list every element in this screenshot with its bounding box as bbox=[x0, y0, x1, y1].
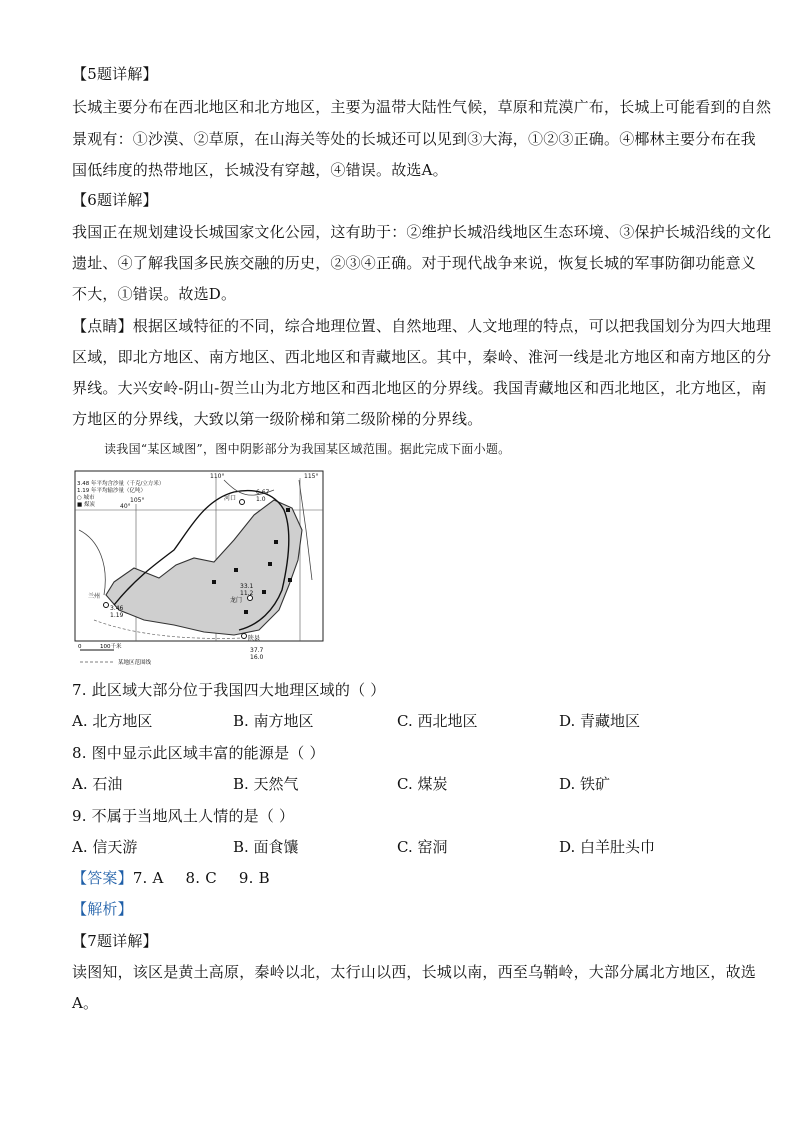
coal-marker bbox=[244, 610, 248, 614]
answer-item: 9. B bbox=[238, 869, 270, 887]
q7-option-d: D. 青藏地区 bbox=[559, 712, 641, 730]
answer-item: 7. A bbox=[132, 869, 164, 887]
coal-marker bbox=[268, 562, 272, 566]
question-7-stem: 7. 此区域大部分位于我国四大地理区域的（ ） bbox=[72, 681, 386, 699]
city-label: 河口 bbox=[224, 495, 237, 502]
legend-line: ■ 煤炭 bbox=[77, 502, 95, 508]
tip-paragraph-line: 区域，即北方地区、南方地区、西北地区和青藏地区。其中，秦岭、淮河一线是北方地区和南方地区的分 bbox=[72, 348, 772, 366]
coal-marker bbox=[234, 568, 238, 572]
city-label: 兰州 bbox=[88, 593, 101, 600]
coal-marker bbox=[288, 578, 292, 582]
boundary-legend-label: 某地区范围线 bbox=[118, 660, 152, 666]
map-intro-text: 读我国“某区域图”，图中阴影部分为我国某区域范围。据此完成下面小题。 bbox=[104, 442, 511, 456]
answer-line bbox=[72, 868, 292, 888]
answer-label: 【答案】 bbox=[72, 869, 133, 887]
city-label: 龙门 bbox=[230, 597, 243, 604]
station-value: 11.2 bbox=[240, 590, 254, 597]
tip-paragraph-line: 方地区的分界线，大致以第一级阶梯和第二级阶梯的分界线。 bbox=[72, 410, 483, 428]
q6-explanation-line: 不大，①错误。故选D。 bbox=[72, 285, 237, 303]
coal-marker bbox=[274, 540, 278, 544]
coal-marker bbox=[212, 580, 216, 584]
q5-explanation-line: 景观有：①沙漠、②草原，在山海关等处的长城还可以见到③大海，①②③正确。④椰林主要分布在我 bbox=[72, 130, 757, 148]
question-8-stem: 8. 图中显示此区域丰富的能源是（ ） bbox=[72, 744, 325, 762]
tip-paragraph-line: 【点睛】根据区域特征的不同，综合地理位置、自然地理、人文地理的特点，可以把我国划分为四大地理 bbox=[72, 317, 772, 335]
q7-option-c: C. 西北地区 bbox=[397, 712, 478, 730]
longitude-label: 115° bbox=[304, 473, 319, 480]
q7-option-a: A. 北方地区 bbox=[72, 712, 153, 730]
legend-line: 3.48 年平均含沙量（千克/立方米） bbox=[77, 481, 165, 487]
question-9-stem: 9. 不属于当地风土人情的是（ ） bbox=[72, 807, 295, 825]
scale-zero: 0 bbox=[78, 644, 82, 650]
coal-marker bbox=[286, 508, 290, 512]
q8-option-b: B. 天然气 bbox=[233, 775, 299, 793]
q5-detail-heading: 【5题详解】 bbox=[72, 65, 158, 83]
station-value: 3.46 bbox=[110, 605, 124, 612]
scale-distance: 100千米 bbox=[100, 644, 122, 650]
q9-option-a: A. 信天游 bbox=[72, 838, 138, 856]
q8-option-d: D. 铁矿 bbox=[559, 775, 611, 793]
analysis-label: 【解析】 bbox=[72, 900, 133, 918]
city-hekou bbox=[240, 500, 245, 505]
station-value: 1.0 bbox=[256, 496, 266, 503]
longitude-label: 110° bbox=[210, 473, 225, 480]
region-map bbox=[74, 470, 324, 670]
legend-line: ○ 城市 bbox=[77, 495, 95, 501]
latitude-label: 40° bbox=[120, 503, 131, 510]
q9-option-d: D. 白羊肚头巾 bbox=[559, 838, 656, 856]
q6-explanation-line: 我国正在规划建设长城国家文化公园，这有助于：②维护长城沿线地区生态环境、③保护长城沿线的文化 bbox=[72, 223, 772, 241]
q8-option-c: C. 煤炭 bbox=[397, 775, 448, 793]
q5-explanation-line: 国低纬度的热带地区，长城没有穿越，④错误。故选A。 bbox=[72, 161, 448, 179]
q8-option-a: A. 石油 bbox=[72, 775, 123, 793]
city-label: 陕县 bbox=[248, 635, 261, 642]
q9-option-b: B. 面食馕 bbox=[233, 838, 299, 856]
q7-explanation-line: A。 bbox=[72, 994, 99, 1012]
longitude-label: 105° bbox=[130, 497, 145, 504]
city-lanzhou bbox=[104, 603, 109, 608]
tip-paragraph-line: 界线。大兴安岭-阴山-贺兰山为北方地区和西北地区的分界线。我国青藏地区和西北地区，北方地区，南 bbox=[72, 379, 767, 397]
station-value: 1.19 bbox=[110, 612, 124, 619]
q9-option-c: C. 窑洞 bbox=[397, 838, 448, 856]
station-value: 6.67 bbox=[256, 489, 270, 496]
station-value: 16.0 bbox=[250, 654, 264, 661]
city-shanxian bbox=[242, 634, 247, 639]
q6-explanation-line: 遗址、④了解我国多民族交融的历史，②③④正确。对于现代战争来说，恢复长城的军事防御功能意义 bbox=[72, 254, 757, 272]
q6-detail-heading: 【6题详解】 bbox=[72, 191, 158, 209]
q5-explanation-line: 长城主要分布在西北地区和北方地区，主要为温带大陆性气候，草原和荒漠广布，长城上可能看到的自然 bbox=[72, 98, 772, 116]
q7-detail-heading: 【7题详解】 bbox=[72, 932, 158, 950]
answer-item: 8. C bbox=[185, 869, 217, 887]
station-value: 37.7 bbox=[250, 647, 264, 654]
coal-marker bbox=[262, 590, 266, 594]
legend-line: 1.19 年平均输沙量（亿吨） bbox=[77, 488, 146, 494]
station-value: 33.1 bbox=[240, 583, 254, 590]
q7-explanation-line: 读图知，该区是黄土高原，秦岭以北，太行山以西，长城以南，西至乌鞘岭，大部分属北方地区，故选 bbox=[72, 963, 757, 981]
q7-option-b: B. 南方地区 bbox=[233, 712, 314, 730]
